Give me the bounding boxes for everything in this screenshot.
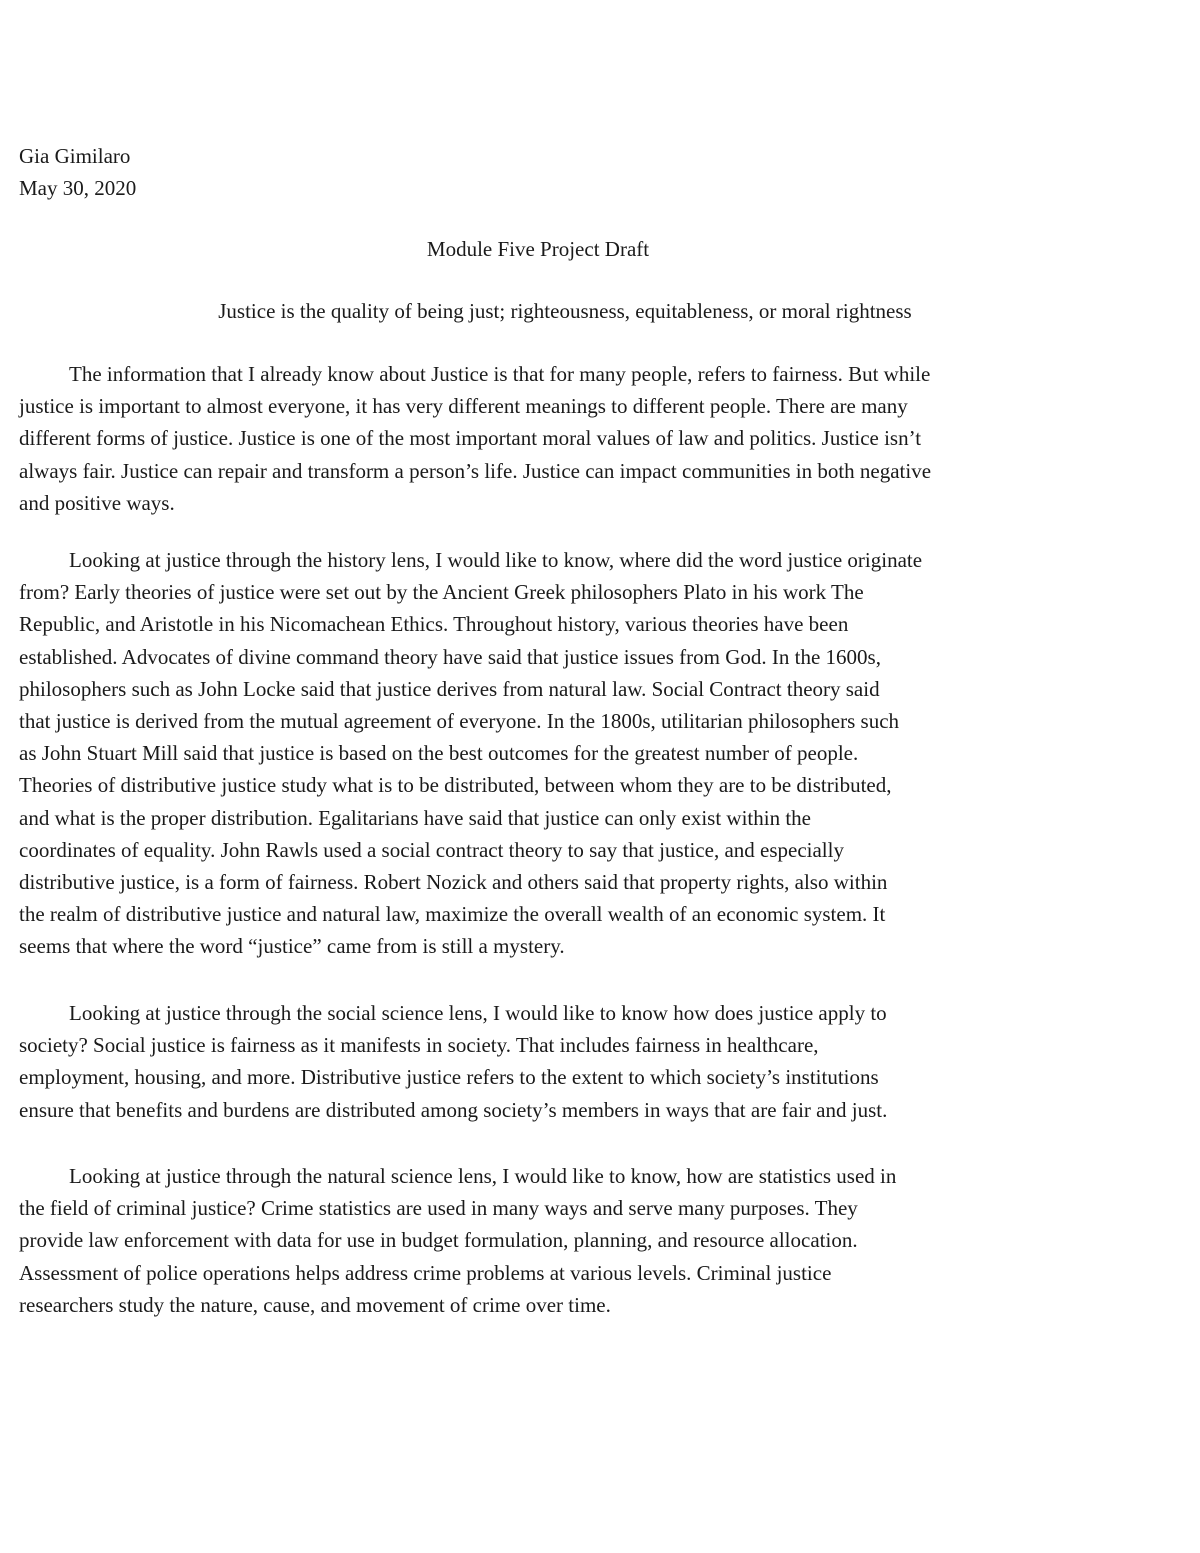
author-name: Gia Gimilaro	[19, 144, 131, 168]
paragraph-line: coordinates of equality. John Rawls used a social contract theory to say that justice, and especially	[19, 837, 844, 862]
paragraph-line: the realm of distributive justice and natural law, maximize the overall wealth of an economic system. It	[19, 902, 886, 927]
paragraph-line: researchers study the nature, cause, and movement of crime over time.	[19, 1292, 611, 1317]
document-subtitle: Justice is the quality of being just; righteousness, equitableness, or moral rightness	[218, 299, 912, 323]
paragraph-line: that justice is derived from the mutual agreement of everyone. In the 1800s, utilitarian philosophers such	[19, 708, 900, 733]
paragraph-line: seems that where the word “justice” came from is still a mystery.	[19, 934, 565, 959]
paragraph-line: and what is the proper distribution. Egalitarians have said that justice can only exist within the	[19, 805, 811, 830]
paragraph-prior-knowledge	[19, 358, 1069, 519]
paragraph-line: the field of criminal justice? Crime statistics are used in many ways and serve many purposes. They	[19, 1196, 858, 1221]
paragraph-line: Looking at justice through the social science lens, I would like to know how does justice apply to	[69, 1001, 887, 1025]
paragraph-line: and positive ways.	[19, 490, 175, 515]
paragraph-social-science-lens	[19, 997, 1069, 1126]
paragraph-line: from? Early theories of justice were set out by the Ancient Greek philosophers Plato in his work The	[19, 580, 864, 605]
document-title: Module Five Project Draft	[426, 237, 650, 261]
document-header	[19, 140, 136, 204]
paragraph-line: always fair. Justice can repair and transform a person’s life. Justice can impact communities in both negative	[19, 458, 932, 483]
paragraph-line: The information that I already know about Justice is that for many people, refers to fairness. But while	[69, 362, 931, 386]
document-date: May 30, 2020	[19, 176, 137, 201]
paragraph-line: Assessment of police operations helps address crime problems at various levels. Criminal justice	[19, 1260, 832, 1285]
paragraph-line: society? Social justice is fairness as it manifests in society. That includes fairness in healthcare,	[19, 1033, 819, 1058]
paragraph-line: Theories of distributive justice study what is to be distributed, between whom they are to be distributed,	[19, 773, 892, 798]
paragraph-line: Looking at justice through the natural science lens, I would like to know, how are statistics used in	[69, 1164, 897, 1188]
paragraph-line: Republic, and Aristotle in his Nicomachean Ethics. Throughout history, various theories have been	[19, 612, 849, 637]
paragraph-line: Looking at justice through the history lens, I would like to know, where did the word justice originate	[69, 548, 923, 572]
paragraph-line: provide law enforcement with data for use in budget formulation, planning, and resource allocation.	[19, 1228, 858, 1253]
paragraph-line: justice is important to almost everyone, it has very different meanings to different people. There are many	[19, 394, 908, 419]
paragraph-history-lens	[19, 544, 1069, 962]
paragraph-line: different forms of justice. Justice is one of the most important moral values of law and politics. Justice isn’t	[19, 426, 922, 451]
paragraph-natural-science-lens	[19, 1160, 1069, 1321]
paragraph-line: employment, housing, and more. Distributive justice refers to the extent to which society’s institutions	[19, 1065, 879, 1090]
paragraph-line: distributive justice, is a form of fairness. Robert Nozick and others said that property rights, also within	[19, 869, 888, 894]
paragraph-line: established. Advocates of divine command theory have said that justice issues from God. In the 1600s,	[19, 644, 881, 669]
paragraph-line: ensure that benefits and burdens are distributed among society’s members in ways that are fair and just.	[19, 1097, 888, 1122]
paragraph-line: philosophers such as John Locke said that justice derives from natural law. Social Contract theory said	[19, 676, 880, 701]
paragraph-line: as John Stuart Mill said that justice is based on the best outcomes for the greatest number of people.	[19, 741, 859, 766]
